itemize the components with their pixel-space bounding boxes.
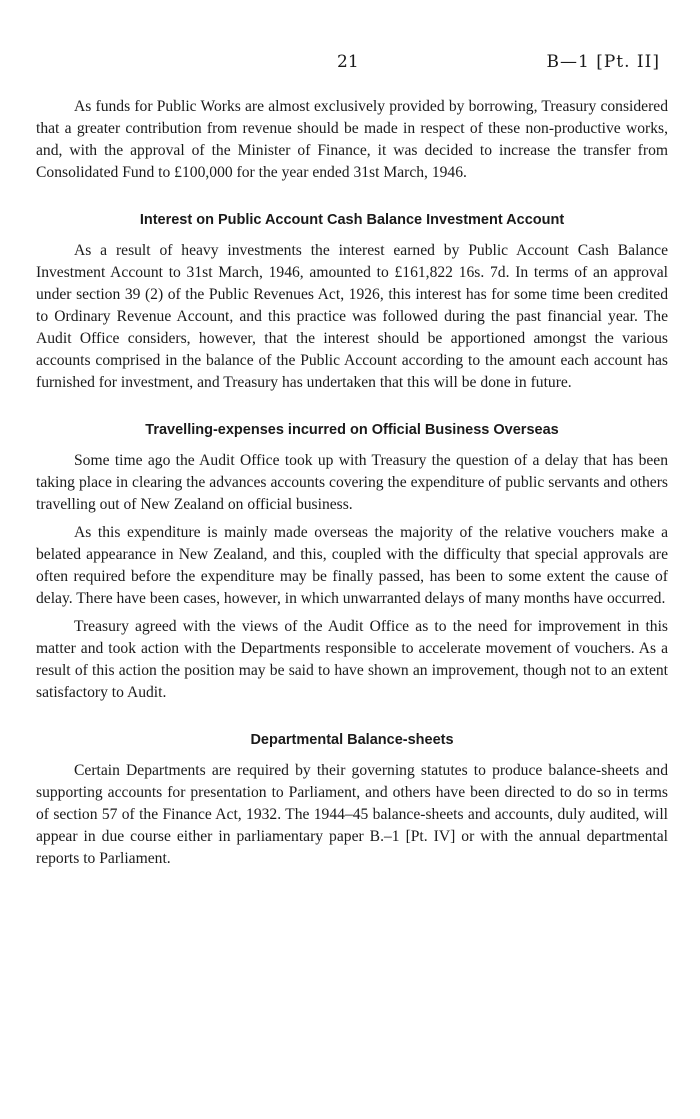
document-body (36, 96, 668, 870)
section-paragraph: As a result of heavy investments the interest earned by Public Account Cash Balance Investment Account to 31st March, 1946, amounted to £161,822 16s. 7d. In terms of an approval under section 39 (2) of the Public Revenues Act, 1926, this interest has for some time been credited to Ordinary Revenue Account, and this practice was followed during the past financial year. The Audit Office considers, however, that the interest should be apportioned amongst the various accounts comprised in the balance of the Public Account according to the amount each account has furnished for investment, and Treasury has undertaken that this will be done in future. (36, 242, 668, 391)
section-paragraph: Some time ago the Audit Office took up with Treasury the question of a delay that has been taking place in clearing the advances accounts covering the expenditure of public servants and others travelling out of New Zealand on official business. (36, 452, 668, 513)
section-paragraph: As this expenditure is mainly made overseas the majority of the relative vouchers make a belated appearance in New Zealand, and this, coupled with the difficulty that special approvals are often required before the expenditure may be finally passed, has been to some extent the cause of delay. There have been cases, however, in which unwarranted delays of many months have occurred. (36, 524, 668, 607)
intro-paragraph: As funds for Public Works are almost exclusively provided by borrowing, Treasury considered that a greater contribution from revenue should be made in respect of these non-productive works, and, with the approval of the Minister of Finance, it was decided to increase the transfer from Consolidated Fund to £100,000 for the year ended 31st March, 1946. (36, 98, 668, 181)
section-paragraph: Certain Departments are required by their governing statutes to produce balance-sheets and supporting accounts for presentation to Parliament, and others have been directed to do so in terms of section 57 of the Finance Act, 1932. The 1944–45 balance-sheets and accounts, duly audited, will appear in due course either in parliamentary paper B.–1 [Pt. IV] or with the annual departmental reports to Parliament. (36, 762, 668, 867)
section-heading-travelling-expenses: Travelling-expenses incurred on Official Business Overseas (145, 422, 559, 438)
section-heading-interest: Interest on Public Account Cash Balance Investment Account (139, 212, 565, 228)
document-reference: B—1 [Pt. II] (546, 52, 660, 72)
page-header (0, 52, 700, 76)
section-heading-balance-sheets: Departmental Balance-sheets (250, 732, 454, 748)
page-number: 21 (337, 52, 359, 72)
section-paragraph: Treasury agreed with the views of the Audit Office as to the need for improvement in this matter and took action with the Departments responsible to accelerate movement of vouchers. As a result of this action the position may be said to have shown an improvement, though not to an extent satisfactory to Audit. (36, 618, 668, 701)
